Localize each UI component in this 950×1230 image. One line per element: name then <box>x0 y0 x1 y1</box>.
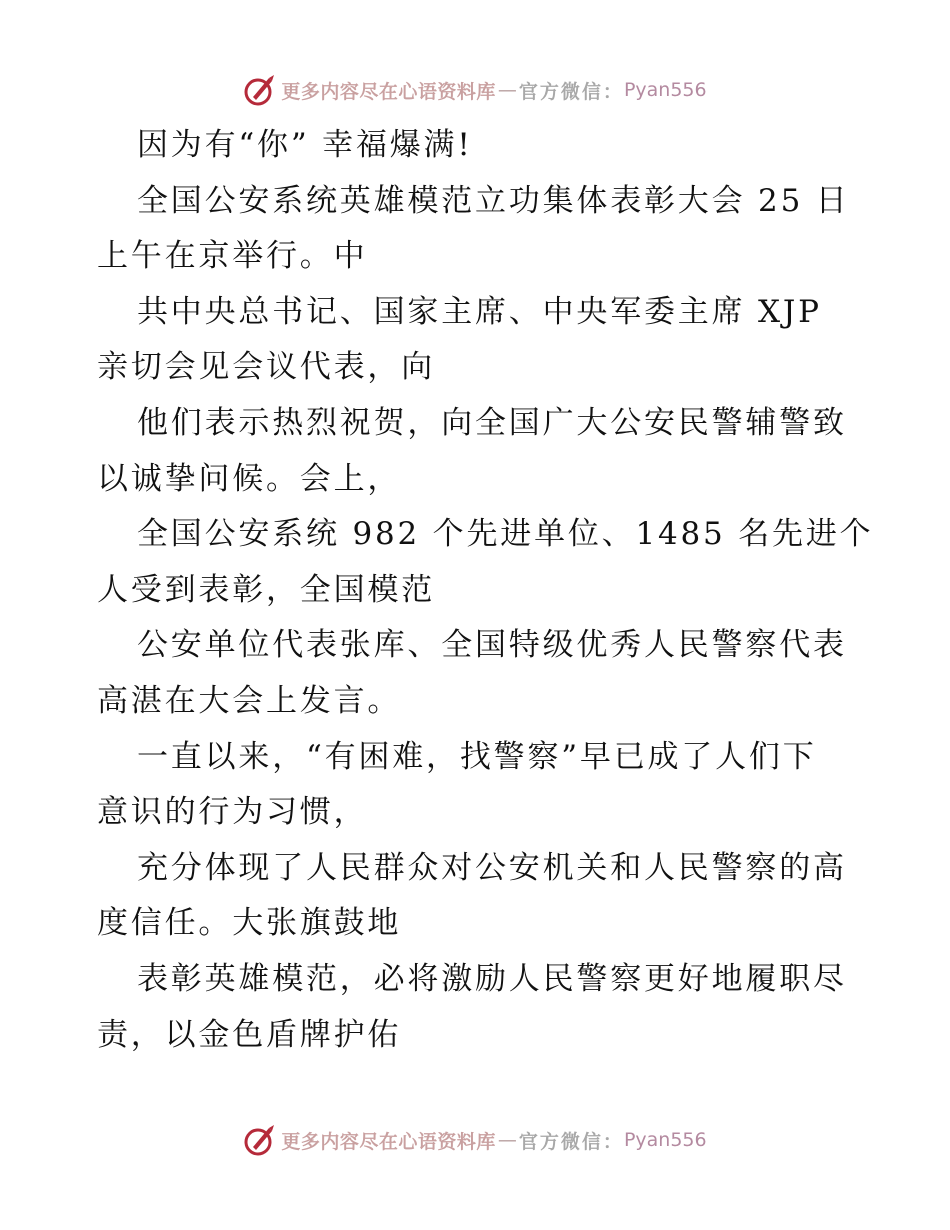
text-line: 度信任。大张旗鼓地 <box>97 905 402 942</box>
text-line: 因为有“你” 幸福爆满! <box>137 127 473 163</box>
text-line: 公安单位代表张库、全国特级优秀人民警察代表 <box>137 627 847 664</box>
text-line: 一直以来，“有困难，找警察”早已成了人们下 <box>137 738 817 775</box>
watermark-official-label: 官方微信： <box>518 1130 624 1153</box>
header-watermark <box>0 70 950 110</box>
watermark-separator: — <box>497 1129 517 1151</box>
watermark-text: 更多内容尽在心语资料库 <box>281 80 496 103</box>
watermark-separator: — <box>497 79 517 101</box>
watermark-official-label: 官方微信： <box>518 80 624 103</box>
footer-watermark <box>0 1120 950 1160</box>
text-line: 表彰英雄模范，必将激励人民警察更好地履职尽 <box>137 960 847 997</box>
text-line: 高湛在大会上发言。 <box>97 682 402 719</box>
text-line: 共中央总书记、国家主席、中央军委主席 XJP <box>137 293 822 330</box>
text-line: 以诚挚问候。会上， <box>97 460 402 497</box>
quill-pen-logo-icon <box>243 73 277 107</box>
text-line: 亲切会见会议代表，向 <box>97 349 435 386</box>
text-line: 上午在京举行。中 <box>97 238 368 275</box>
text-line: 意识的行为习惯， <box>97 794 368 831</box>
watermark-account: Pyan556 <box>623 79 707 101</box>
text-line: 充分体现了人民群众对公安机关和人民警察的高 <box>137 849 847 886</box>
watermark-account: Pyan556 <box>623 1129 707 1151</box>
quill-pen-logo-icon <box>243 1123 277 1157</box>
watermark-text: 更多内容尽在心语资料库 <box>281 1130 496 1153</box>
text-line: 责，以金色盾牌护佑 <box>97 1016 402 1053</box>
text-line: 全国公安系统 982 个先进单位、1485 名先进个 <box>137 516 874 553</box>
text-line: 人受到表彰，全国模范 <box>97 571 435 608</box>
text-line: 他们表示热烈祝贺，向全国广大公安民警辅警致 <box>137 404 847 441</box>
text-line: 全国公安系统英雄模范立功集体表彰大会 25 日 <box>137 182 850 219</box>
document-body <box>97 118 874 1063</box>
